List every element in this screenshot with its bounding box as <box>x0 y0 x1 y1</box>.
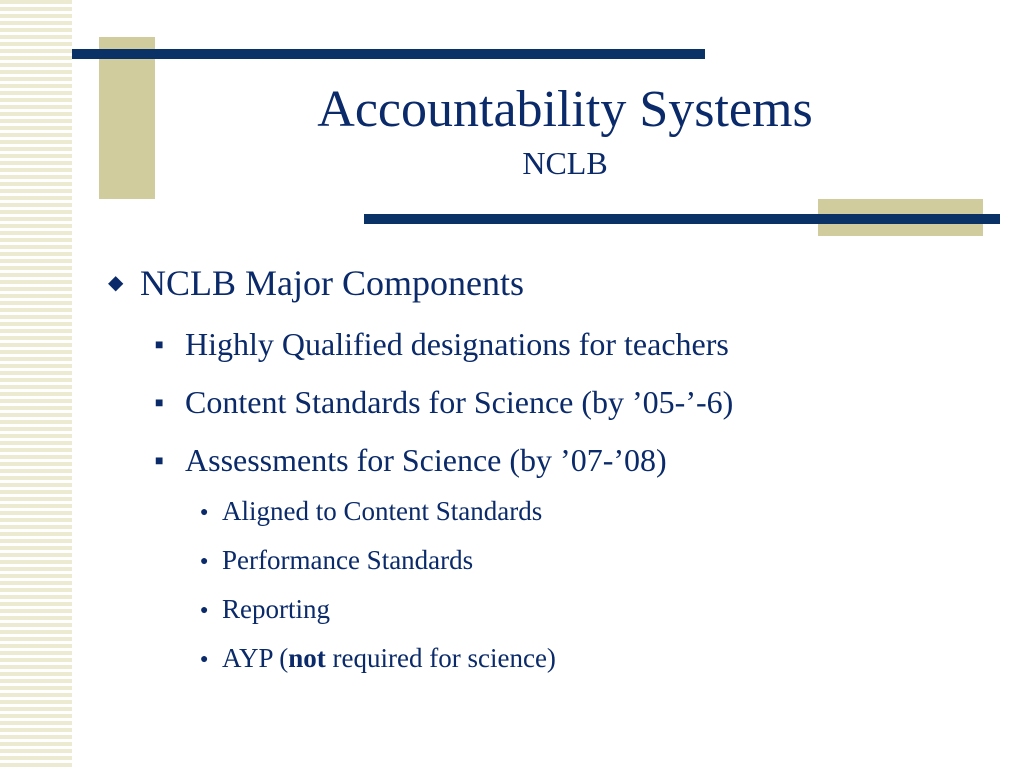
square-bullet-icon: ■ <box>155 338 164 353</box>
navy-rule-top <box>72 49 705 59</box>
dot-bullet-icon: ● <box>200 554 209 569</box>
ayp-bold-not: not <box>288 643 326 673</box>
tan-accent-block-top <box>99 37 155 199</box>
navy-rule-bottom <box>364 214 1000 224</box>
sub-sub-bullet-text: Reporting <box>222 594 330 624</box>
ayp-prefix: AYP ( <box>222 643 289 673</box>
diamond-bullet-icon: ◆ <box>108 272 124 294</box>
sub-bullet-text: Highly Qualified designations for teachers <box>185 326 729 362</box>
dot-bullet-icon: ● <box>200 505 209 520</box>
sub-bullet-highly-qualified <box>155 325 729 371</box>
ayp-suffix: required for science) <box>325 643 556 673</box>
bullet-major-components <box>108 263 524 309</box>
slide-title: Accountability Systems <box>317 81 813 138</box>
slide-subtitle: NCLB <box>522 145 608 181</box>
square-bullet-icon: ■ <box>155 454 164 469</box>
sub-bullet-text: Assessments for Science (by ’07-’08) <box>185 442 667 478</box>
sub-sub-bullet-reporting <box>200 593 330 631</box>
sub-sub-bullet-text: Aligned to Content Standards <box>222 496 543 526</box>
sub-sub-bullet-text: Performance Standards <box>222 545 474 575</box>
sub-sub-bullet-ayp <box>200 642 556 680</box>
square-bullet-icon: ■ <box>155 396 164 411</box>
dot-bullet-icon: ● <box>200 652 209 667</box>
sub-bullet-content-standards <box>155 383 733 429</box>
striped-left-margin <box>0 0 72 768</box>
sub-sub-bullet-aligned <box>200 495 542 533</box>
bullet-text: NCLB Major Components <box>140 263 524 303</box>
ayp-text <box>222 642 556 674</box>
sub-bullet-text: Content Standards for Science (by ’05-’-6) <box>185 384 734 420</box>
dot-bullet-icon: ● <box>200 603 209 618</box>
sub-sub-bullet-performance <box>200 544 473 582</box>
sub-bullet-assessments <box>155 441 667 487</box>
